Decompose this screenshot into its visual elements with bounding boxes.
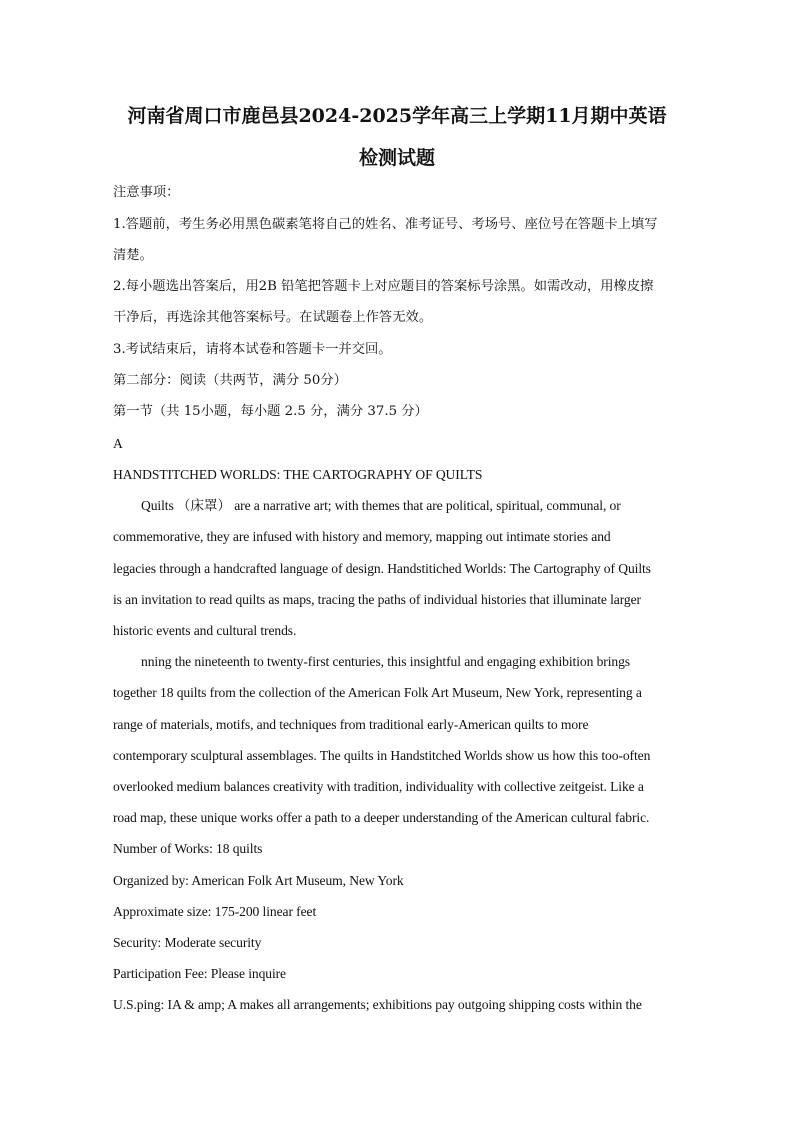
notice-item-1-line-1: 1.答题前，考生务必用黑色碳素笔将自己的姓名、准考证号、考场号、座位号在答题卡上填写 bbox=[113, 217, 658, 232]
detail-approximate-size: Approximate size: 175-200 linear feet bbox=[113, 904, 317, 919]
paragraph-1-line: Quilts （床罩） are a narrative art; with themes that are political, spiritual, communal, or bbox=[141, 498, 621, 513]
detail-participation-fee: Participation Fee: Please inquire bbox=[113, 966, 286, 981]
notice-item-2-line-2: 干净后，再选涂其他答案标号。在试题卷上作答无效。 bbox=[113, 310, 433, 325]
paragraph-2-line: range of materials, motifs, and techniques from traditional early-American quilts to more bbox=[113, 717, 589, 732]
paragraph-2-line: road map, these unique works offer a path to a deeper understanding of the American cultural fabric. bbox=[113, 810, 650, 825]
notice-heading: 注意事项： bbox=[113, 185, 180, 200]
paragraph-2-line: overlooked medium balances creativity with tradition, individuality with collective zeitgeist. Like a bbox=[113, 779, 644, 794]
paragraph-1-line: historic events and cultural trends. bbox=[113, 623, 297, 638]
exam-title-line-2: 检测试题 bbox=[358, 147, 435, 169]
detail-number-of-works: Number of Works: 18 quilts bbox=[113, 841, 263, 856]
paragraph-2-line: contemporary sculptural assemblages. The quilts in Handstitched Worlds show us how this too-often bbox=[113, 748, 651, 763]
passage-letter: A bbox=[113, 436, 123, 451]
detail-us-shipping: U.S.ping: IA & amp; A makes all arrangements; exhibitions pay outgoing shipping costs within the bbox=[113, 997, 642, 1012]
paragraph-2-line: together 18 quilts from the collection of the American Folk Art Museum, New York, representing a bbox=[113, 685, 642, 700]
paragraph-1-line: legacies through a handcrafted language of design. Handstitiched Worlds: The Cartography of Quilts bbox=[113, 561, 651, 576]
notice-item-1-line-2: 清楚。 bbox=[113, 248, 153, 263]
section-subpart-heading: 第一节（共 15小题，每小题 2.5 分，满分 37.5 分） bbox=[113, 404, 428, 419]
paragraph-2-line: nning the nineteenth to twenty-first centuries, this insightful and engaging exhibition brings bbox=[141, 654, 630, 669]
exam-title-line-1: 河南省周口市鹿邑县2024-2025学年高三上学期11月期中英语 bbox=[127, 105, 667, 127]
paragraph-1-line: is an invitation to read quilts as maps, tracing the paths of individual histories that illuminate larger bbox=[113, 592, 641, 607]
section-part-heading: 第二部分：阅读（共两节，满分 50分） bbox=[113, 373, 347, 388]
detail-security: Security: Moderate security bbox=[113, 935, 262, 950]
detail-organized-by: Organized by: American Folk Art Museum, New York bbox=[113, 873, 404, 888]
notice-item-3: 3.考试结束后，请将本试卷和答题卡一并交回。 bbox=[113, 342, 392, 357]
notice-item-2-line-1: 2.每小题选出答案后，用2B 铅笔把答题卡上对应题目的答案标号涂黑。如需改动，用橡皮擦 bbox=[113, 279, 654, 294]
paragraph-1-line: commemorative, they are infused with history and memory, mapping out intimate stories and bbox=[113, 529, 611, 544]
passage-heading: HANDSTITCHED WORLDS: THE CARTOGRAPHY OF QUILTS bbox=[113, 467, 483, 482]
